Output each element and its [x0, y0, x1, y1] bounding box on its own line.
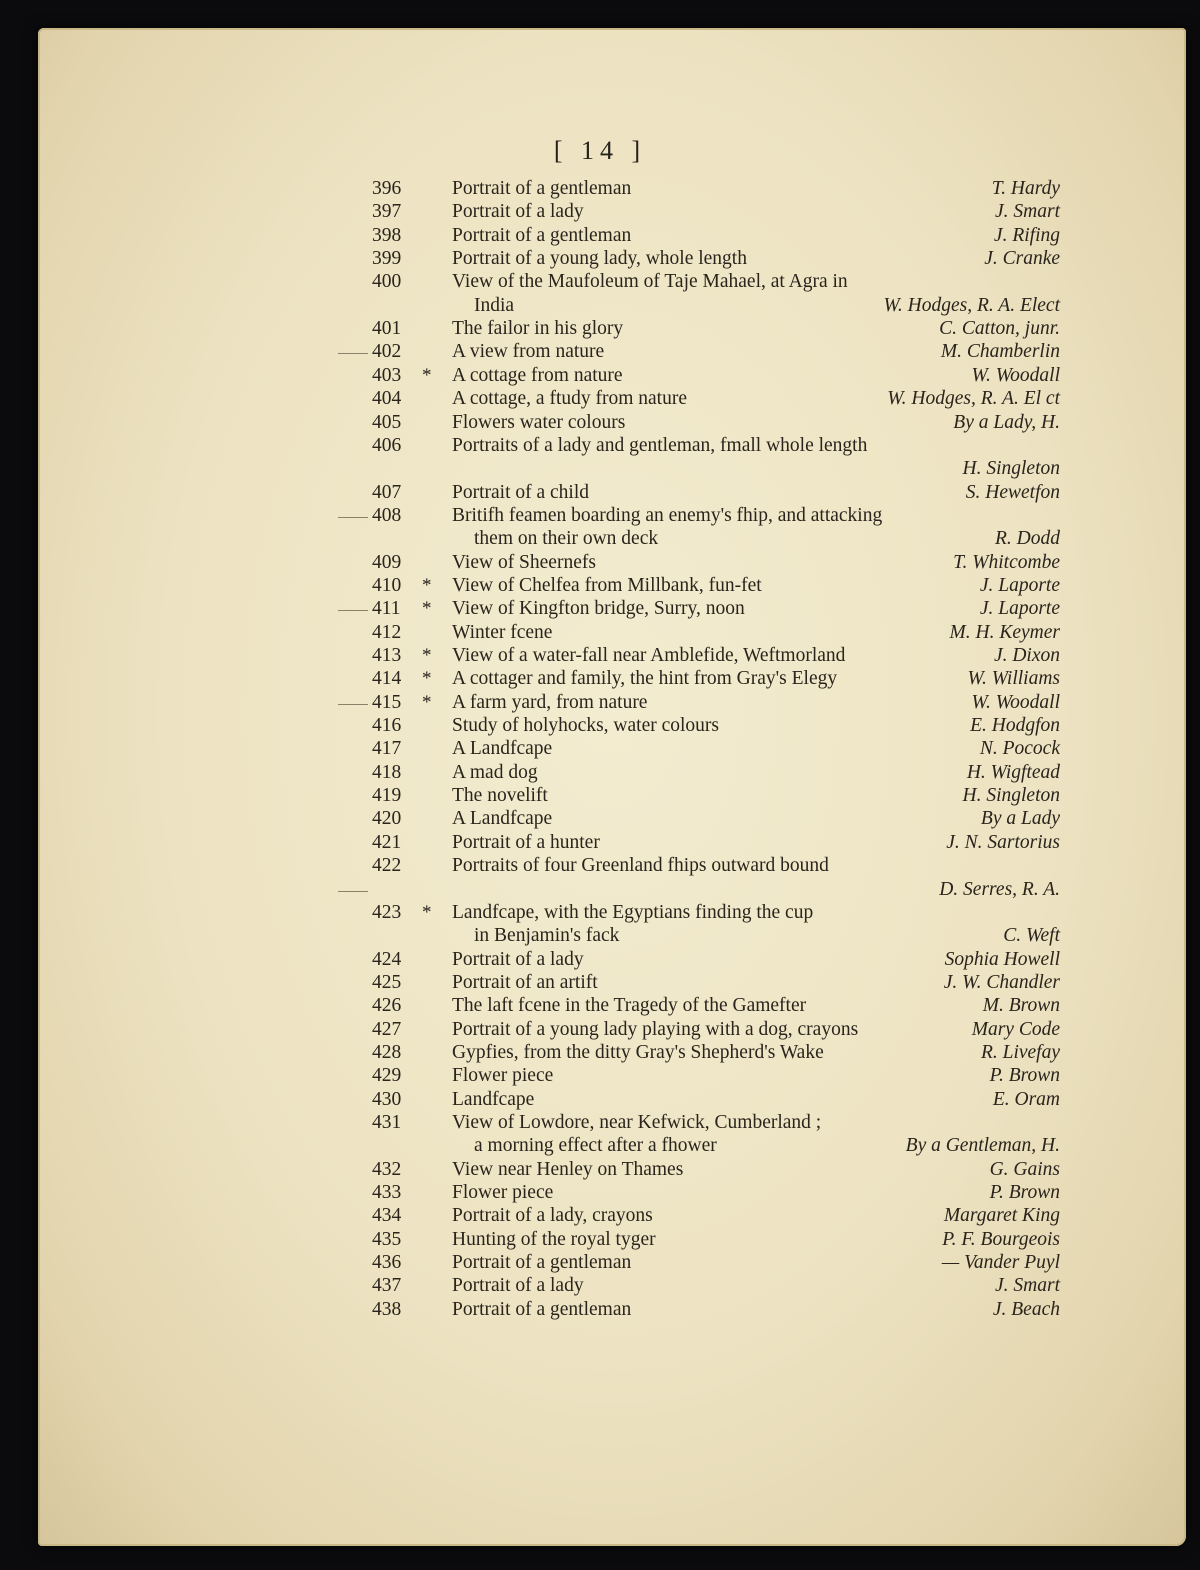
catalogue-entry — [0, 225, 1200, 249]
entry-title: Flowers water colours — [452, 411, 626, 433]
entry-title: Portrait of a young lady playing with a dog, crayons — [452, 1018, 859, 1040]
entry-artist: W. Hodges, R. A. Elect — [883, 294, 1060, 316]
entry-number: 411 — [372, 598, 401, 620]
catalogue-entry — [0, 1042, 1200, 1066]
entry-artist: Sophia Howell — [944, 948, 1060, 970]
entry-star: * — [422, 364, 432, 386]
entry-artist: J. Cranke — [984, 248, 1060, 270]
entry-number: 402 — [372, 341, 402, 363]
entry-title: Britifh feamen boarding an enemy's fhip, and attacking — [452, 504, 883, 526]
entry-star: * — [422, 598, 432, 620]
entry-artist: C. Catton, junr. — [939, 318, 1060, 340]
catalogue-entry — [0, 1229, 1200, 1253]
catalogue-entry — [0, 505, 1200, 529]
entry-title: them on their own deck — [474, 528, 659, 550]
entry-title: Gypfies, from the ditty Gray's Shepherd's Wake — [452, 1041, 824, 1063]
catalogue-entry — [0, 271, 1200, 295]
margin-dash — [338, 891, 368, 892]
entry-title: India — [474, 294, 515, 316]
entry-number: 434 — [372, 1205, 402, 1227]
entry-artist: T. Whitcombe — [953, 551, 1060, 573]
catalogue-entry — [0, 808, 1200, 832]
catalogue-entry — [0, 575, 1200, 599]
catalogue-entry — [0, 201, 1200, 225]
catalogue-entry — [0, 855, 1200, 879]
entry-number: 435 — [372, 1228, 402, 1250]
entry-title: View of the Maufoleum of Taje Mahael, at Agra in — [452, 271, 848, 293]
entry-title: A view from nature — [452, 341, 605, 363]
entry-artist: By a Lady, H. — [953, 411, 1060, 433]
catalogue-entry — [0, 668, 1200, 692]
entry-title: Flower piece — [452, 1182, 554, 1204]
entry-artist: — Vander Puyl — [941, 1252, 1060, 1274]
entry-title: Portrait of a lady — [452, 201, 584, 223]
entry-star: * — [422, 691, 432, 713]
entry-artist: J. Laporte — [979, 598, 1060, 620]
entry-artist: H. Wigftead — [966, 761, 1060, 783]
entry-title: View of Sheernefs — [452, 551, 596, 573]
entry-title: View of Lowdore, near Kefwick, Cumberland ; — [452, 1112, 822, 1133]
entry-number: 416 — [372, 715, 402, 737]
entry-number: 425 — [372, 971, 402, 993]
entry-title: Portrait of a gentleman — [452, 178, 632, 199]
entry-number: 397 — [372, 201, 402, 223]
catalogue-entry — [0, 925, 1200, 949]
catalogue-entry — [0, 341, 1200, 365]
entry-number: 432 — [372, 1158, 402, 1180]
entry-title: Portrait of a child — [452, 481, 590, 503]
catalogue-entry — [0, 832, 1200, 856]
entry-artist: W. Williams — [967, 668, 1060, 690]
entry-number: 401 — [372, 318, 402, 340]
entry-number: 420 — [372, 808, 402, 830]
catalogue-entry — [0, 458, 1200, 482]
entry-title: View near Henley on Thames — [452, 1158, 684, 1180]
entry-title: Portrait of a lady — [452, 1275, 584, 1297]
entry-title: A Landfcape — [452, 808, 553, 830]
entry-number: 429 — [372, 1065, 402, 1087]
catalogue-entry — [0, 598, 1200, 622]
entry-number: 426 — [372, 995, 402, 1017]
entry-number: 433 — [372, 1182, 402, 1204]
entry-artist: J. Beach — [992, 1298, 1060, 1320]
entry-title: View of Chelfea from Millbank, fun-fet — [452, 574, 762, 596]
catalogue-entry — [0, 972, 1200, 996]
catalogue-entry — [0, 1089, 1200, 1113]
entry-number: 422 — [372, 855, 402, 877]
entry-artist: M. Chamberlin — [940, 341, 1060, 363]
catalogue-entry — [0, 1135, 1200, 1159]
catalogue-entry — [0, 295, 1200, 319]
entry-artist: R. Livefay — [980, 1041, 1060, 1063]
catalogue-entry — [0, 738, 1200, 762]
entry-artist: J. Laporte — [979, 574, 1060, 596]
entry-number: 419 — [372, 785, 402, 807]
entry-artist: W. Woodall — [971, 364, 1060, 386]
entry-artist: J. Dixon — [993, 645, 1060, 666]
margin-dash — [338, 353, 368, 354]
entry-number: 415 — [372, 691, 402, 713]
entry-number: 428 — [372, 1041, 402, 1063]
entry-number: 431 — [372, 1112, 402, 1133]
catalogue-entry — [0, 1159, 1200, 1183]
entry-title: Portrait of a gentleman — [452, 1252, 632, 1274]
catalogue-entry — [0, 715, 1200, 739]
entry-title: Landfcape — [452, 1088, 535, 1110]
entry-artist: R. Dodd — [995, 528, 1060, 550]
entry-number: 414 — [372, 668, 402, 690]
catalogue-entry — [0, 248, 1200, 272]
entry-number: 412 — [372, 621, 402, 643]
entry-number: 398 — [372, 224, 402, 246]
catalogue-entry — [0, 1252, 1200, 1276]
entry-title: Portrait of a hunter — [452, 831, 600, 853]
catalogue-entry — [0, 1112, 1200, 1136]
entry-artist: J. Smart — [995, 201, 1060, 223]
catalogue-entry — [0, 785, 1200, 809]
entry-title: Portraits of a lady and gentleman, fmall whole length — [452, 434, 868, 456]
entry-number: 405 — [372, 411, 402, 433]
catalogue-entry — [0, 482, 1200, 506]
catalogue-entry — [0, 622, 1200, 646]
entry-artist: J. Rifing — [993, 224, 1060, 246]
entry-number: 407 — [372, 481, 402, 503]
catalogue-entry — [0, 1065, 1200, 1089]
catalogue-entry — [0, 318, 1200, 342]
entry-number: 438 — [372, 1298, 402, 1320]
entry-artist: P. Brown — [989, 1065, 1060, 1087]
entry-title: Flower piece — [452, 1065, 554, 1087]
page-number: [ 14 ] — [553, 136, 647, 165]
entry-artist: By a Gentleman, H. — [905, 1135, 1060, 1157]
catalogue-entry — [0, 949, 1200, 973]
entry-title: Study of holyhocks, water colours — [452, 715, 720, 737]
entry-title: Hunting of the royal tyger — [452, 1228, 656, 1250]
catalogue-entry — [0, 879, 1200, 903]
catalogue-entry — [0, 762, 1200, 786]
entry-number: 399 — [372, 248, 402, 270]
entry-artist: M. Brown — [982, 995, 1060, 1017]
catalogue-entry — [0, 1182, 1200, 1206]
entry-title: The failor in his glory — [452, 318, 624, 340]
entry-title: A cottage, a ftudy from nature — [452, 388, 687, 410]
entry-number: 408 — [372, 504, 402, 526]
catalogue-entry — [0, 1019, 1200, 1043]
entry-title: A Landfcape — [452, 738, 553, 760]
entry-artist: D. Serres, R. A. — [939, 878, 1060, 900]
entry-artist: W. Woodall — [971, 691, 1060, 713]
entry-artist: Mary Code — [971, 1018, 1060, 1040]
entry-artist: G. Gains — [989, 1158, 1060, 1180]
entry-artist: H. Singleton — [962, 785, 1060, 807]
catalogue-entry — [0, 552, 1200, 576]
entry-title: Portraits of four Greenland fhips outward bound — [452, 855, 829, 877]
entry-title: A farm yard, from nature — [452, 691, 648, 713]
entry-number: 427 — [372, 1018, 402, 1040]
entry-star: * — [422, 645, 432, 666]
entry-title: a morning effect after a fhower — [474, 1135, 717, 1157]
entry-number: 403 — [372, 364, 402, 386]
entry-number: 404 — [372, 388, 402, 410]
entry-number: 417 — [372, 738, 402, 760]
entry-number: 424 — [372, 948, 402, 970]
entry-number: 409 — [372, 551, 402, 573]
entry-title: Winter fcene — [452, 621, 553, 643]
catalogue-entry — [0, 1299, 1200, 1323]
entry-number: 396 — [372, 178, 402, 199]
entry-artist: E. Oram — [992, 1088, 1060, 1110]
entry-title: Portrait of a young lady, whole length — [452, 248, 747, 270]
entry-artist: J. W. Chandler — [943, 971, 1060, 993]
entry-artist: P. F. Bourgeois — [942, 1228, 1060, 1250]
entry-artist: T. Hardy — [991, 178, 1060, 199]
entry-artist: E. Hodgfon — [970, 715, 1060, 737]
entry-star: * — [422, 901, 432, 923]
catalogue-entry — [0, 995, 1200, 1019]
catalogue-entry — [0, 528, 1200, 552]
entry-title: View of a water-fall near Amblefide, Weftmorland — [452, 645, 846, 666]
entry-artist: J. N. Sartorius — [946, 831, 1060, 853]
catalogue-entry — [0, 435, 1200, 459]
entry-number: 413 — [372, 645, 402, 666]
entry-number: 437 — [372, 1275, 402, 1297]
entry-title: Portrait of an artift — [452, 971, 598, 993]
entry-title: The laft fcene in the Tragedy of the Gamefter — [452, 995, 807, 1017]
catalogue-entry — [0, 902, 1200, 926]
margin-dash — [338, 610, 368, 611]
entry-title: in Benjamin's fack — [474, 925, 620, 947]
catalogue-entry — [0, 1275, 1200, 1299]
catalogue-entry — [0, 1205, 1200, 1229]
catalogue-entry — [0, 692, 1200, 716]
entry-artist: S. Hewetfon — [965, 481, 1060, 503]
catalogue-entry — [0, 178, 1200, 202]
entry-title: View of Kingfton bridge, Surry, noon — [452, 598, 745, 620]
entry-number: 418 — [372, 761, 402, 783]
entry-number: 400 — [372, 271, 402, 293]
catalogue-entry — [0, 365, 1200, 389]
entry-title: The novelift — [452, 785, 548, 807]
entry-title: Portrait of a lady — [452, 948, 584, 970]
entry-number: 421 — [372, 831, 402, 853]
entry-title: A cottage from nature — [452, 364, 623, 386]
entry-number: 430 — [372, 1088, 402, 1110]
entry-title: A cottager and family, the hint from Gray's Elegy — [452, 668, 838, 690]
margin-dash — [338, 517, 368, 518]
entry-title: Portrait of a lady, crayons — [452, 1205, 653, 1227]
entry-number: 423 — [372, 901, 402, 923]
catalogue-entry — [0, 388, 1200, 412]
entry-number: 436 — [372, 1252, 402, 1274]
entry-artist: J. Smart — [995, 1275, 1060, 1297]
margin-dash — [338, 704, 368, 705]
entry-title: A mad dog — [452, 761, 538, 783]
entry-artist: N. Pocock — [979, 738, 1060, 760]
entry-number: 406 — [372, 434, 402, 456]
entry-star: * — [422, 668, 432, 690]
catalogue-entry — [0, 412, 1200, 436]
catalogue-entry — [0, 645, 1200, 669]
entry-star: * — [422, 574, 432, 596]
entry-title: Portrait of a gentleman — [452, 1298, 632, 1320]
entry-artist: M. H. Keymer — [949, 621, 1060, 643]
entry-number: 410 — [372, 574, 402, 596]
entry-artist: H. Singleton — [962, 458, 1060, 480]
entry-title: Landfcape, with the Egyptians finding the cup — [452, 901, 814, 923]
entry-artist: P. Brown — [989, 1182, 1060, 1204]
entry-artist: W. Hodges, R. A. El ct — [887, 388, 1060, 410]
entry-artist: By a Lady — [980, 808, 1060, 830]
entry-artist: C. Weft — [1003, 925, 1060, 947]
entry-title: Portrait of a gentleman — [452, 224, 632, 246]
entry-artist: Margaret King — [943, 1205, 1060, 1227]
